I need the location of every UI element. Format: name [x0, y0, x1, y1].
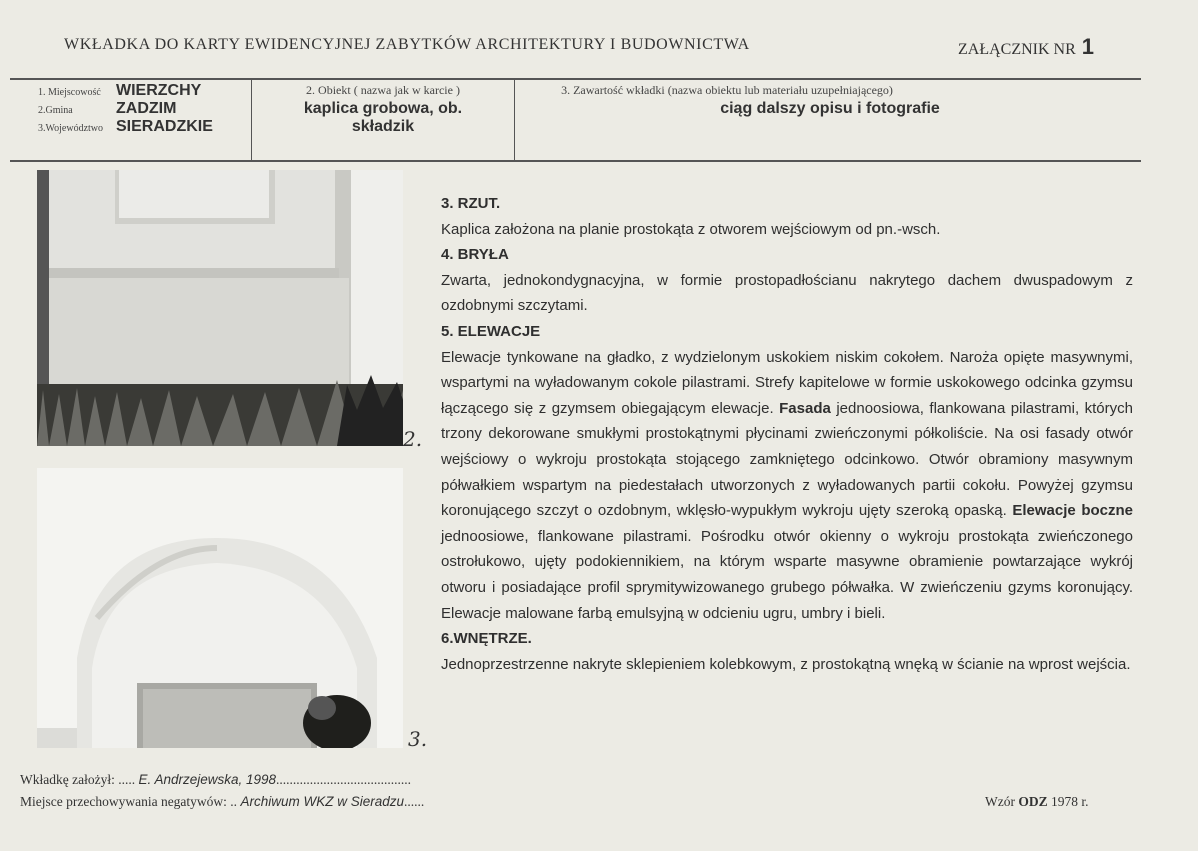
commune-label: 2.Gmina	[38, 105, 73, 116]
storage-dots: ......	[403, 794, 425, 809]
attachment-number-value: 1	[1081, 34, 1095, 59]
location-cell	[38, 82, 213, 162]
section-body-bryla: Zwarta, jednokondygnacyjna, w formie prostopadłościanu nakrytego dachem dwuspadowym z ozdobnymi szczytami.	[441, 271, 1133, 315]
created-label: Wkładkę założył: .....	[20, 772, 136, 787]
storage-value: Archiwum WKZ w Sieradzu	[240, 794, 404, 809]
photo-1-image	[37, 170, 403, 446]
created-value: E. Andrzejewska, 1998	[138, 772, 277, 787]
section-body-wnetrze: Jednoprzestrzenne nakryte sklepieniem kolebkowym, z prostokątną wnęką w ścianie na wprost wejścia.	[441, 655, 1131, 673]
section-heading-elewacje: 5. ELEWACJE	[441, 322, 541, 340]
section-body-rzut: Kaplica założona na planie prostokąta z otworem wejściowym od pn.-wsch.	[441, 220, 941, 238]
footer-storage	[20, 794, 424, 810]
description-text	[441, 189, 1133, 677]
photo-interior-niche	[37, 468, 403, 748]
section-heading-rzut: 3. RZUT.	[441, 195, 501, 212]
photo-2-number: 3.	[408, 727, 428, 751]
photo-2-image	[37, 468, 403, 748]
voivodeship-label: 3.Województwo	[38, 123, 104, 134]
top-rule	[10, 78, 1141, 80]
commune-value: ZADZIM	[116, 100, 177, 117]
document-title: WKŁADKA DO KARTY EWIDENCYJNEJ ZABYTKÓW ARCHITEKTURY I BUDOWNICTWA	[64, 36, 750, 53]
content-value: ciąg dalszy opisu i fotografie	[720, 100, 940, 117]
object-label: 2. Obiekt ( nazwa jak w karcie )	[306, 83, 460, 97]
created-dots: ........................................	[276, 772, 412, 787]
form-code	[985, 794, 1089, 810]
content-label: 3. Zawartość wkładki (nazwa obiektu lub materiału uzupełniającego)	[561, 83, 893, 97]
section-body-elewacje	[441, 345, 1133, 627]
photo-pilaster-base	[37, 170, 403, 446]
photo-1-number: 2.	[403, 427, 423, 451]
side-elevations-label: Elewacje boczne	[1012, 502, 1133, 520]
voivodeship-value: SIERADZKIE	[116, 118, 213, 135]
object-value-line2: składzik	[351, 118, 415, 135]
fasada-text: jednoosiowa, flankowana pilastrami, których trzony dekorowane smukłymi prostokątnymi płycinami zwieńczonymi półkoliście. Na osi fasady otwór wejściowy o wykroju prostokąta stojącego zamkniętego odcinkowo. Otwór obramiony masywnym półwałkiem wspartym na piedestałach utworzonych z wyładowanych partii cokołu. Powyżej gzymsu koronującego szczyt o ozdobnym, wklęsło-wypukłym wykroju ujęty szeroką opaską.	[441, 399, 1133, 520]
locality-value: WIERZCHY	[116, 82, 202, 99]
locality-label: 1. Miejscowość	[38, 87, 101, 98]
attachment-number	[958, 34, 1094, 60]
attachment-label: ZAŁĄCZNIK NR	[958, 41, 1076, 58]
storage-label: Miejsce przechowywania negatywów: ..	[20, 794, 238, 809]
section-heading-wnetrze: 6.WNĘTRZE.	[441, 630, 532, 648]
footer-created	[20, 772, 411, 788]
fasada-label: Fasada	[779, 399, 831, 417]
form-code-value: ODZ	[1018, 794, 1048, 809]
form-year: 1978 r.	[1051, 794, 1089, 809]
section-heading-bryla: 4. BRYŁA	[441, 246, 509, 264]
form-label: Wzór	[985, 794, 1015, 809]
side-elevations-text: jednoosiowe, flankowane pilastrami. Pośrodku otwór okienny o wykroju prostokąta zwieńczonego ostrołukowo, ujęty podokiennikiem, na którym wsparte masywne obramienie powtarzające wykrój otworu i posiadające profil sprymitywizowanego grubego półwałka. W zwieńczeniu gzyms koronujący. Elewacje malowane farbą emulsyjną w odcieniu ugru, umbry i bieli.	[441, 527, 1133, 622]
elewacje-intro: Elewacje tynkowane na gładko, z wydzielonym uskokiem niskim cokołem. Naroża opięte masywnymi, wspartymi na wyładowanym cokole pilastrami. Strefy kapitelowe w formie uskokowego odcinka gzymsu łączącego się z gzymsem obiegającym elewacje.	[441, 348, 1133, 417]
content-cell	[515, 83, 995, 163]
object-value-line1: kaplica grobowa, ob.	[303, 100, 463, 117]
